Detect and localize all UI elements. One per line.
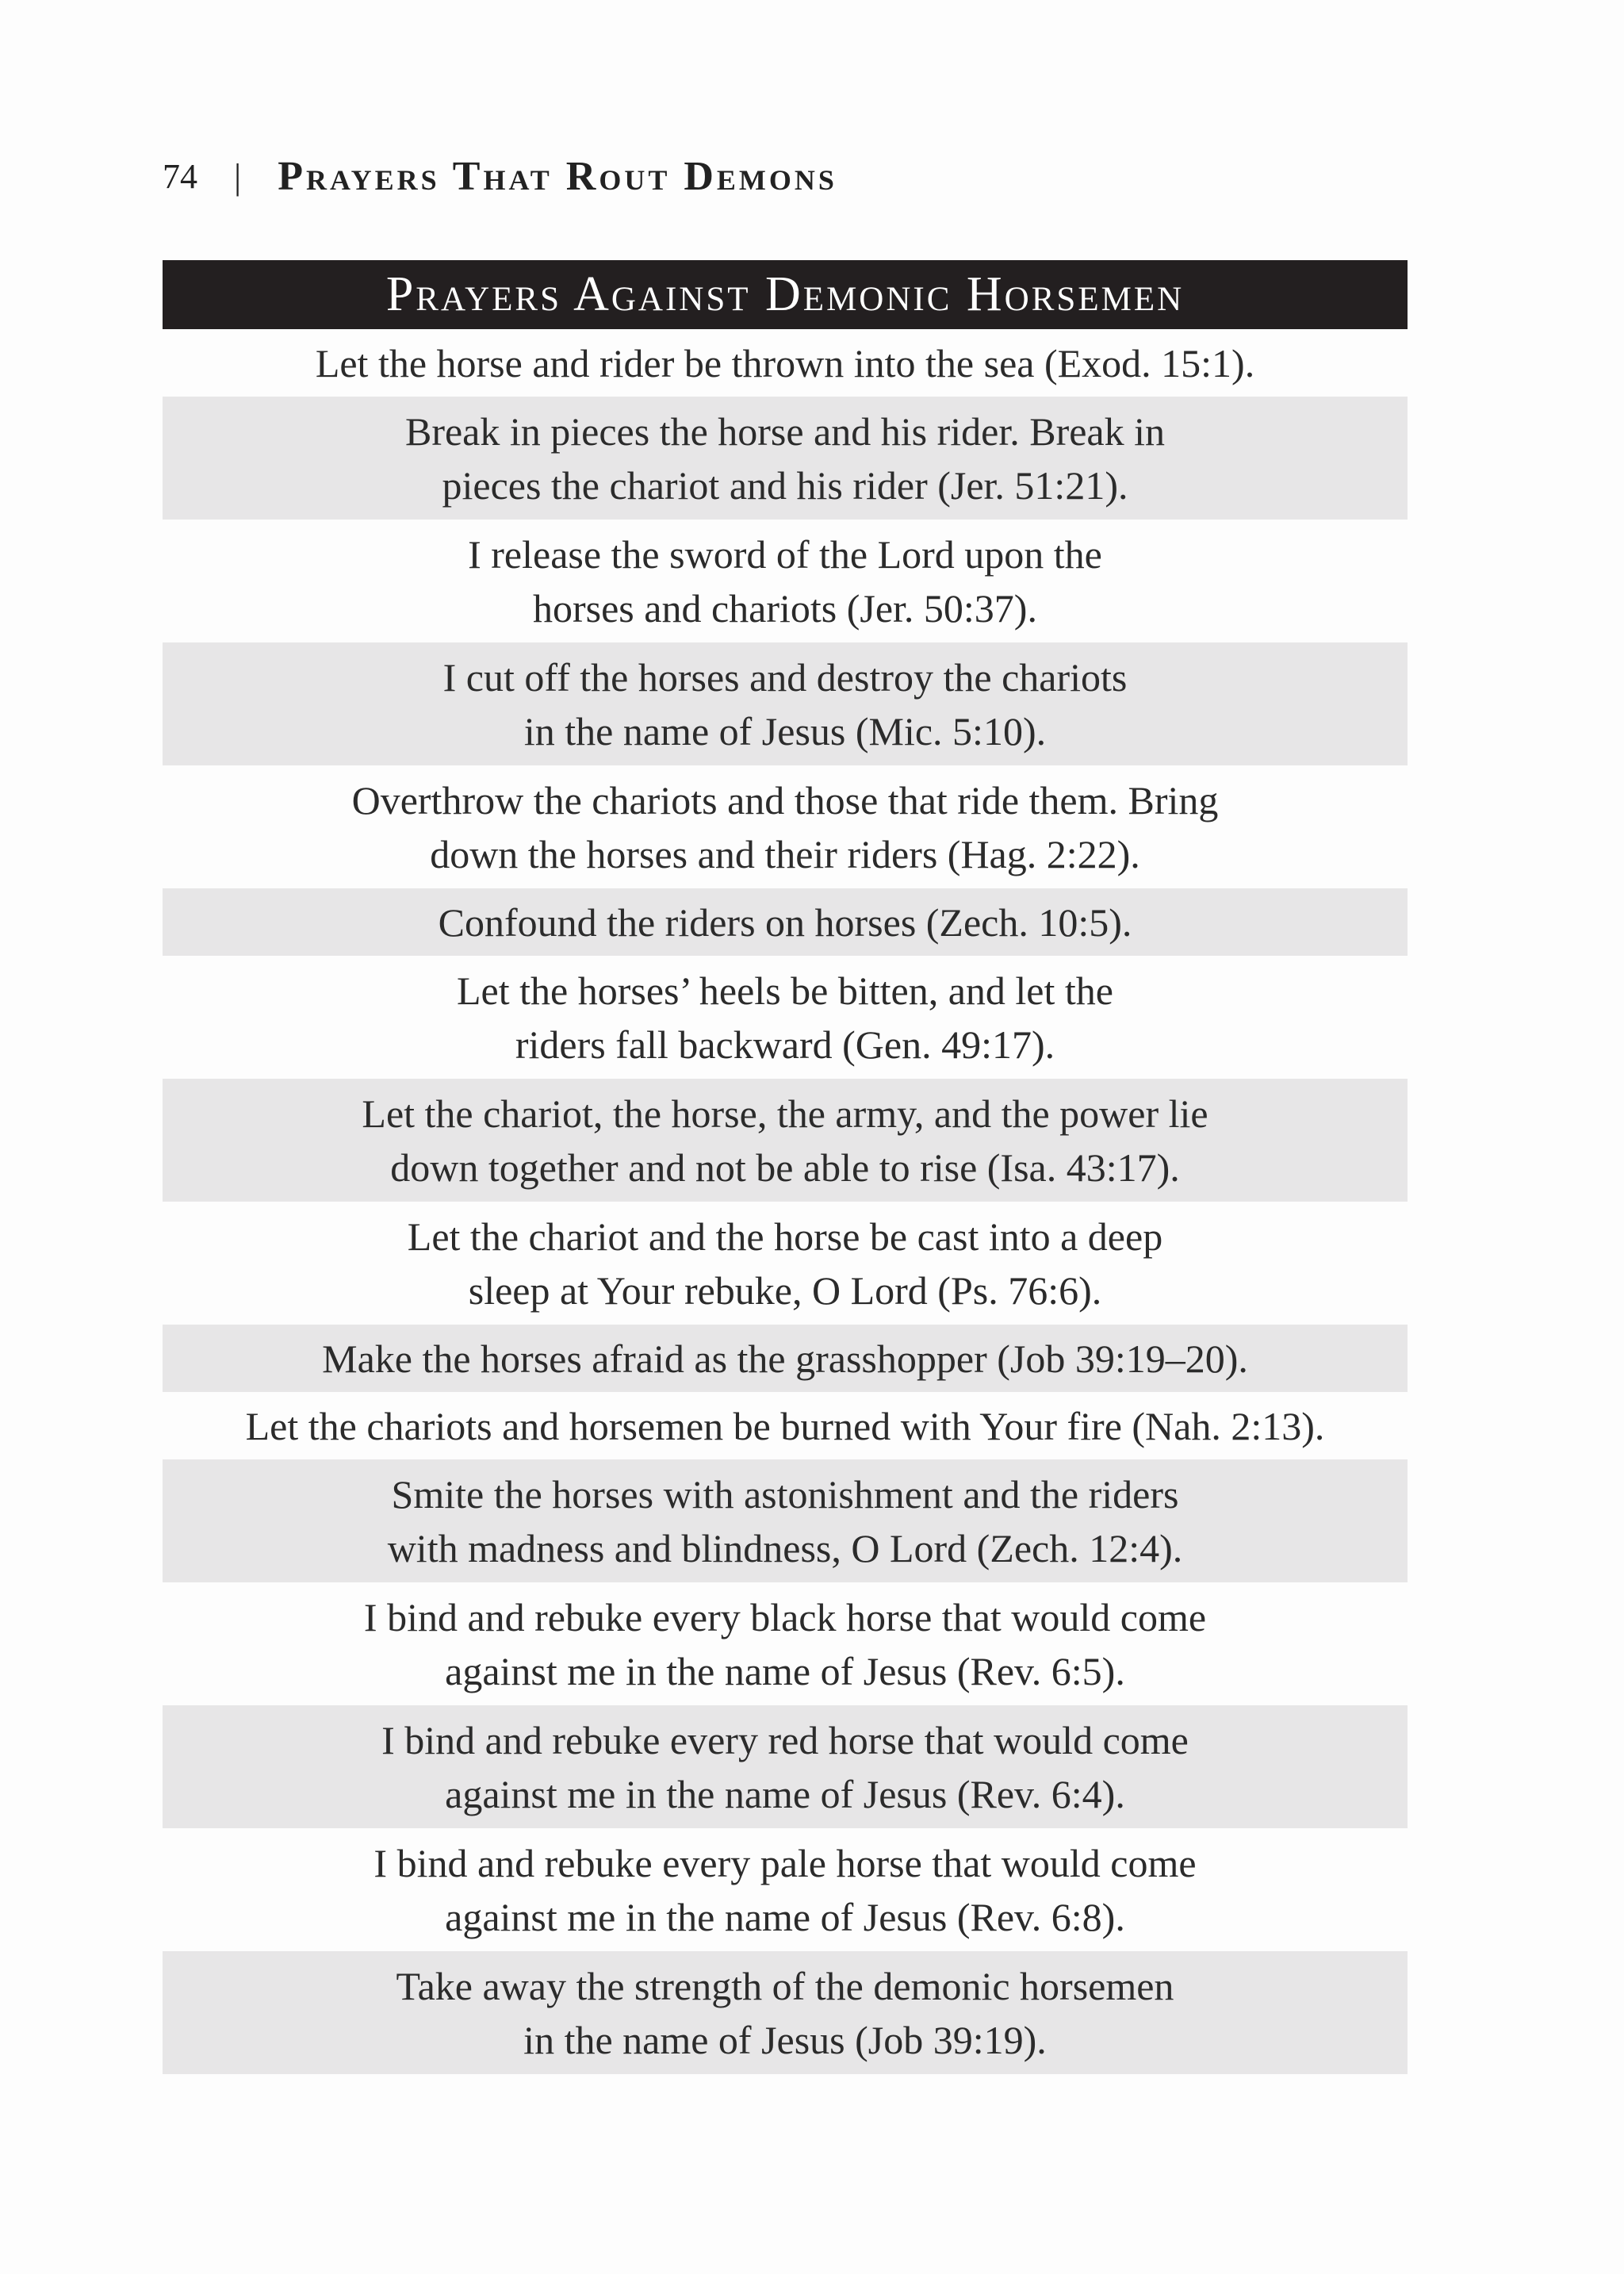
prayer-row: Let the chariot and the horse be cast into a deep sleep at Your rebuke, O Lord (Ps. 76:6). <box>163 1202 1408 1325</box>
prayer-table <box>163 260 1408 2074</box>
book-title: Prayers That Rout Demons <box>278 153 837 199</box>
prayer-row: Confound the riders on horses (Zech. 10:5). <box>163 888 1408 956</box>
prayer-row: I cut off the horses and destroy the chariots in the name of Jesus (Mic. 5:10). <box>163 642 1408 765</box>
prayer-row: I bind and rebuke every black horse that would come against me in the name of Jesus (Rev. 6:5). <box>163 1582 1408 1705</box>
prayer-row: Break in pieces the horse and his rider. Break in pieces the chariot and his rider (Jer. 51:21). <box>163 397 1408 520</box>
prayer-row: Make the horses afraid as the grasshopper (Job 39:19–20). <box>163 1325 1408 1392</box>
prayer-row: Let the horse and rider be thrown into the sea (Exod. 15:1). <box>163 329 1408 397</box>
prayer-row: Let the horses’ heels be bitten, and let the riders fall backward (Gen. 49:17). <box>163 956 1408 1079</box>
running-head <box>163 152 837 200</box>
prayer-row: Let the chariots and horsemen be burned with Your fire (Nah. 2:13). <box>163 1392 1408 1459</box>
header-separator: | <box>234 155 242 197</box>
prayer-row: I bind and rebuke every pale horse that would come against me in the name of Jesus (Rev. 6:8). <box>163 1828 1408 1951</box>
prayer-row: Overthrow the chariots and those that ride them. Bring down the horses and their riders (Hag. 2:22). <box>163 765 1408 888</box>
prayer-row: Take away the strength of the demonic horsemen in the name of Jesus (Job 39:19). <box>163 1951 1408 2074</box>
section-title: Prayers Against Demonic Horsemen <box>163 260 1408 329</box>
prayer-row: I release the sword of the Lord upon the horses and chariots (Jer. 50:37). <box>163 520 1408 642</box>
page-number: 74 <box>163 156 197 196</box>
prayer-row: I bind and rebuke every red horse that would come against me in the name of Jesus (Rev. 6:4). <box>163 1705 1408 1828</box>
prayer-row: Let the chariot, the horse, the army, and the power lie down together and not be able to rise (Isa. 43:17). <box>163 1079 1408 1202</box>
prayer-row: Smite the horses with astonishment and the riders with madness and blindness, O Lord (Zech. 12:4). <box>163 1459 1408 1582</box>
